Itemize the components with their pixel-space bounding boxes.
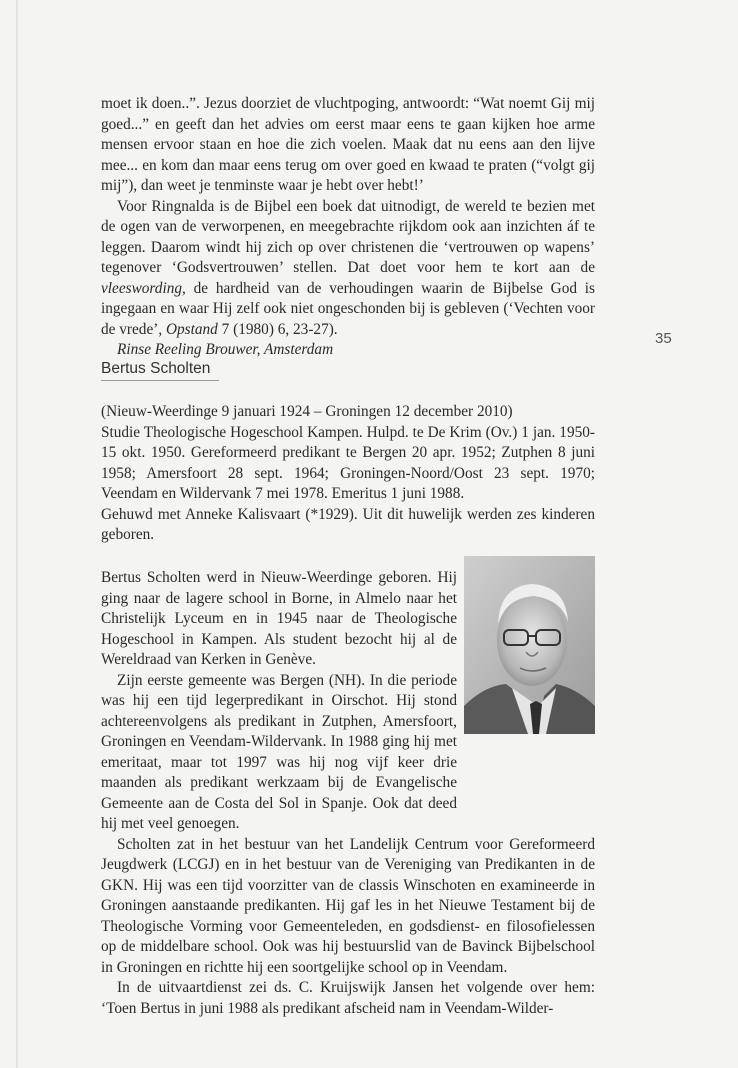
biography-text [101,568,595,1019]
bio-line: Studie Theologische Hogeschool Kampen. Hulpd. te De Krim (Ov.) 1 jan. 1950-15 okt. 1950. Gereformeerd predikant te Bergen 20 apr. 1952; Zutphen 8 juni 1958; Amersfoort 28 sept. 1964; Groningen-Noord/Oost 23 sept. 1970; Veendam en Wildervank 7 mei 1978. Emeritus 1 juni 1988. [101,423,595,502]
entry-heading: Bertus Scholten [101,360,211,377]
heading-underline [101,380,219,381]
biographical-summary [101,402,595,546]
page-gutter [16,0,18,1068]
paragraph: moet ik doen..”. Jezus doorziet de vluchtpoging, antwoordt: “Wat noemt Gij mij goed...” en geeft dan het advies om eerst maar eens te gaan kijken hoe arme mensen ervoor staan en hoe die zich voelen. Maak dat nu eens aan den lijve mee... en kom dan maar eens terug om over goed en kwaad te praten (“volgt gij mij”), dan weet je tenminste waar je hebt over hebt!’ [101,95,595,194]
previous-entry-text [101,94,595,361]
paragraph [101,671,595,835]
bio-line: Gehuwd met Anneke Kalisvaart (*1929). Uit dit huwelijk werden zes kinderen geboren. [101,505,595,543]
paragraph: Bertus Scholten werd in Nieuw-Weerdinge geboren. Hij ging naar de lagere school in Borne, in Almelo naar het Christelijk Lyceum en in 1945 naar de Theologische Hogeschool in Kampen. Als student bezocht hij al de Wereldraad van Kerken in Genève. [101,569,457,668]
bio-line: (Nieuw-Weerdinge 9 januari 1924 – Groningen 12 december 2010) [101,403,513,420]
paragraph: Voor Ringnalda is de Bijbel een boek dat uitnodigt, de wereld te bezien met de ogen van de verworpenen, en meegebrachte rijkdom ook aan inzichten áf te leggen. Daarom windt hij zich op over christenen die ‘vertrouwen op wapens’ tegenover ‘Godsvertrouwen’ stellen. Dat doet voor hem te kort aan de vleeswording, de hardheid van de verhoudingen waarin de Bijbelse God is ingegaan en waar Hij zelf ook niet ongeschonden bij is gebleven (‘Vechten voor de vrede’, Opstand 7 (1980) 6, 23-27). [101,197,595,338]
paragraph: Scholten zat in het bestuur van het Landelijk Centrum voor Gereformeerd Jeugdwerk (LCGJ) en in het bestuur van de Vereniging van Predikanten in de GKN. Hij was een tijd voorzitter van de classis Winschoten en examineerde in Groningen aanstaande predikanten. Hij gaf les in het Nieuwe Testament bij de Theologische Vorming voor Gemeenteleden, en godsdienst- en filosofielessen op de middelbare school. Ook was hij bestuurslid van de Bavinck Bijbelschool in Groningen en richtte hij een soortgelijke school op in Veendam. [101,835,595,976]
wrap-block: Zijn eerste gemeente was Bergen (NH). In die periode was hij een tijd legerpredikant in Oirschot. Hij stond achtereenvolgens als predikant in Zutphen, Amersfoort, Groningen en Veendam-Wildervank. In 1988 ging hij met emeritaat, maar tot 1997 was hij nog vijf keer drie maanden als predikant werkzaam bij de Evangelische Gemeente aan de Costa del Sol in Spanje. Ook dat deed hij met veel genoegen. [101,671,457,832]
author-signature: Rinse Reeling Brouwer, Amsterdam [117,341,334,358]
paragraph: In de uitvaartdienst zei ds. C. Kruijswijk Jansen het volgende over hem: ‘Toen Bertus in juni 1988 als predikant afscheid nam in Veendam-Wilder- [101,979,595,1017]
page-number: 35 [655,330,672,347]
